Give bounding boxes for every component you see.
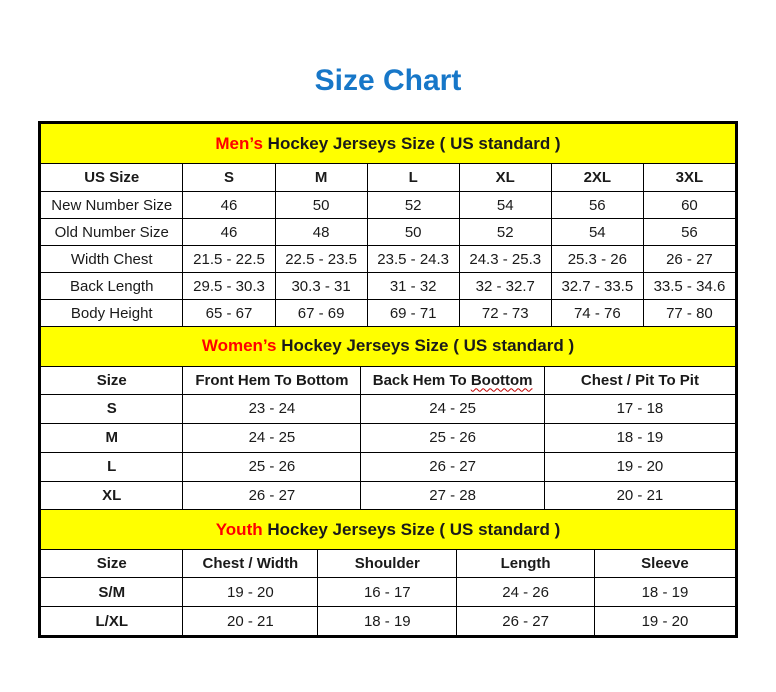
table-row (41, 607, 736, 636)
womens-title-rest: Hockey Jerseys Size ( US standard ) (281, 336, 575, 355)
column-header: 3XL (643, 164, 735, 192)
youth-column-header-row (41, 550, 736, 578)
cell-value: 21.5 - 22.5 (183, 246, 275, 273)
cell-value: 69 - 71 (367, 300, 459, 327)
table-row (41, 246, 736, 273)
cell-value: 26 - 27 (643, 246, 735, 273)
column-header-with-spellcheck (361, 366, 544, 394)
cell-value: 32 - 32.7 (459, 273, 551, 300)
cell-value: 52 (459, 219, 551, 246)
column-header: XL (459, 164, 551, 192)
cell-value: 67 - 69 (275, 300, 367, 327)
size-chart-container (38, 121, 738, 638)
row-label: L/XL (41, 607, 183, 636)
cell-value: 20 - 21 (183, 607, 318, 636)
row-label: L (41, 452, 183, 481)
row-label: M (41, 423, 183, 452)
cell-value: 26 - 27 (361, 452, 544, 481)
cell-value: 20 - 21 (544, 481, 735, 510)
cell-value: 56 (551, 192, 643, 219)
column-header: Front Hem To Bottom (183, 366, 361, 394)
table-row (41, 394, 736, 423)
back-hem-label-prefix: Back Hem To (372, 371, 467, 389)
back-hem-misspelled-word: Boottom (470, 371, 533, 389)
row-label: S (41, 394, 183, 423)
cell-value: 23.5 - 24.3 (367, 246, 459, 273)
youth-size-table (40, 509, 736, 636)
cell-value: 54 (459, 192, 551, 219)
mens-title-rest: Hockey Jerseys Size ( US standard ) (267, 133, 561, 153)
cell-value: 74 - 76 (551, 300, 643, 327)
cell-value: 24.3 - 25.3 (459, 246, 551, 273)
row-label: XL (41, 481, 183, 510)
cell-value: 19 - 20 (594, 607, 735, 636)
table-row (41, 452, 736, 481)
cell-value: 77 - 80 (643, 300, 735, 327)
column-header: S (183, 164, 275, 192)
column-header: Size (41, 366, 183, 394)
cell-value: 27 - 28 (361, 481, 544, 510)
youth-section-header-row (41, 510, 736, 550)
cell-value: 72 - 73 (459, 300, 551, 327)
womens-section-header-row (41, 326, 736, 366)
mens-title-highlight: Men’s (215, 133, 263, 153)
cell-value: 48 (275, 219, 367, 246)
column-header: Shoulder (318, 550, 457, 578)
cell-value: 23 - 24 (183, 394, 361, 423)
row-label: Old Number Size (41, 219, 183, 246)
page-title: Size Chart (314, 64, 462, 97)
mens-section-title (41, 124, 736, 164)
table-row (41, 273, 736, 300)
cell-value: 26 - 27 (457, 607, 595, 636)
cell-value: 60 (643, 192, 735, 219)
column-header: Chest / Pit To Pit (544, 366, 735, 394)
cell-value: 46 (183, 219, 275, 246)
cell-value: 52 (367, 192, 459, 219)
mens-size-table (40, 123, 736, 327)
cell-value: 25.3 - 26 (551, 246, 643, 273)
cell-value: 18 - 19 (544, 423, 735, 452)
cell-value: 33.5 - 34.6 (643, 273, 735, 300)
row-label: Body Height (41, 300, 183, 327)
cell-value: 54 (551, 219, 643, 246)
womens-section-title (41, 326, 736, 366)
youth-section-title (41, 510, 736, 550)
table-row (41, 423, 736, 452)
cell-value: 31 - 32 (367, 273, 459, 300)
row-label: Back Length (41, 273, 183, 300)
womens-title-highlight: Women’s (201, 336, 277, 355)
cell-value: 25 - 26 (183, 452, 361, 481)
cell-value: 18 - 19 (594, 578, 735, 607)
table-row (41, 300, 736, 327)
cell-value: 56 (643, 219, 735, 246)
cell-value: 26 - 27 (183, 481, 361, 510)
youth-title-rest: Hockey Jerseys Size ( US standard ) (267, 519, 561, 539)
cell-value: 24 - 26 (457, 578, 595, 607)
table-row (41, 481, 736, 510)
table-row (41, 219, 736, 246)
column-header: Sleeve (594, 550, 735, 578)
cell-value: 19 - 20 (544, 452, 735, 481)
column-header: Chest / Width (183, 550, 318, 578)
cell-value: 24 - 25 (183, 423, 361, 452)
cell-value: 30.3 - 31 (275, 273, 367, 300)
cell-value: 46 (183, 192, 275, 219)
table-row (41, 578, 736, 607)
column-header: Length (457, 550, 595, 578)
cell-value: 32.7 - 33.5 (551, 273, 643, 300)
column-header: L (367, 164, 459, 192)
cell-value: 65 - 67 (183, 300, 275, 327)
row-label: S/M (41, 578, 183, 607)
womens-column-header-row (41, 366, 736, 394)
cell-value: 50 (367, 219, 459, 246)
column-header: Size (41, 550, 183, 578)
column-header: M (275, 164, 367, 192)
cell-value: 24 - 25 (361, 394, 544, 423)
womens-size-table (40, 326, 736, 511)
cell-value: 17 - 18 (544, 394, 735, 423)
cell-value: 29.5 - 30.3 (183, 273, 275, 300)
cell-value: 50 (275, 192, 367, 219)
cell-value: 25 - 26 (361, 423, 544, 452)
mens-section-header-row (41, 124, 736, 164)
youth-title-highlight: Youth (215, 519, 263, 539)
cell-value: 16 - 17 (318, 578, 457, 607)
mens-column-header-row (41, 164, 736, 192)
cell-value: 22.5 - 23.5 (275, 246, 367, 273)
row-label: Width Chest (41, 246, 183, 273)
column-header: US Size (41, 164, 183, 192)
column-header: 2XL (551, 164, 643, 192)
cell-value: 19 - 20 (183, 578, 318, 607)
table-row (41, 192, 736, 219)
row-label: New Number Size (41, 192, 183, 219)
cell-value: 18 - 19 (318, 607, 457, 636)
